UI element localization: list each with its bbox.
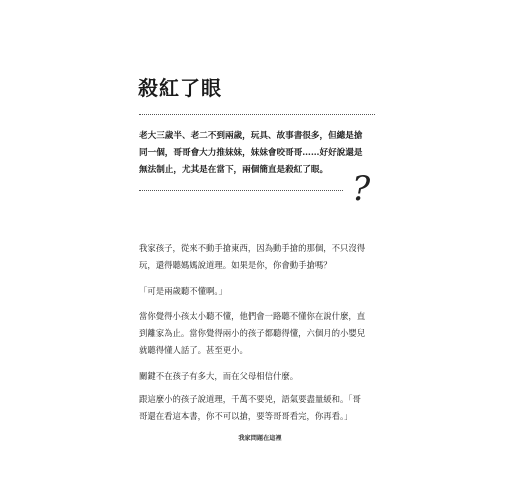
top-dotted-rule [139,114,375,115]
page-footer: 我家問題在這裡 [238,435,282,442]
paragraph-line: 就聽得懂人話了。甚至更小。 [139,345,248,355]
chapter-title: 殺紅了眼 [138,76,222,100]
paragraph-line: 玩，還得聽媽媽說道理。如果是你，你會動手搶嗎？ [139,260,332,270]
intro-line: 老大三歲半、老二不到兩歲，玩具、故事書很多，但總是搶 [139,131,363,141]
paragraph-line: 關鍵不在孩子有多大，而在父母相信什麼。 [139,371,299,381]
question-mark-icon: ? [352,169,371,209]
paragraph-line: 到離家為止。當你覺得兩小的孩子都聽得懂，六個月的小嬰兒 [139,328,366,338]
bottom-dotted-rule [139,190,343,191]
paragraph [139,283,387,300]
intro-line: 同一個，哥哥會大力推妹妹，妹妹會咬哥哥……好好說還是 [139,148,363,158]
paragraph [139,308,387,359]
paragraph-line: 當你覺得小孩太小聽不懂，他們會一路聽不懂你在說什麼，直 [139,311,366,321]
paragraph-line: 「可是兩歲聽不懂啊。」 [139,286,227,296]
paragraph [139,391,387,425]
intro-line: 無法制止，尤其是在當下，兩個簡直是殺紅了眼。 [139,165,329,175]
paragraph-line: 哥還在看這本書，你不可以搶，要等哥哥看完，你再看。」 [139,411,353,421]
intro-block [139,128,379,179]
paragraph [139,368,387,385]
paragraph-line: 我家孩子，從來不動手搶東西，因為動手搶的那個，不只沒得 [139,243,366,253]
paragraph-line: 跟這麼小的孩子說道理，千萬不要兇，語氣要盡量緩和。「哥 [139,394,361,404]
paragraph [139,240,387,274]
